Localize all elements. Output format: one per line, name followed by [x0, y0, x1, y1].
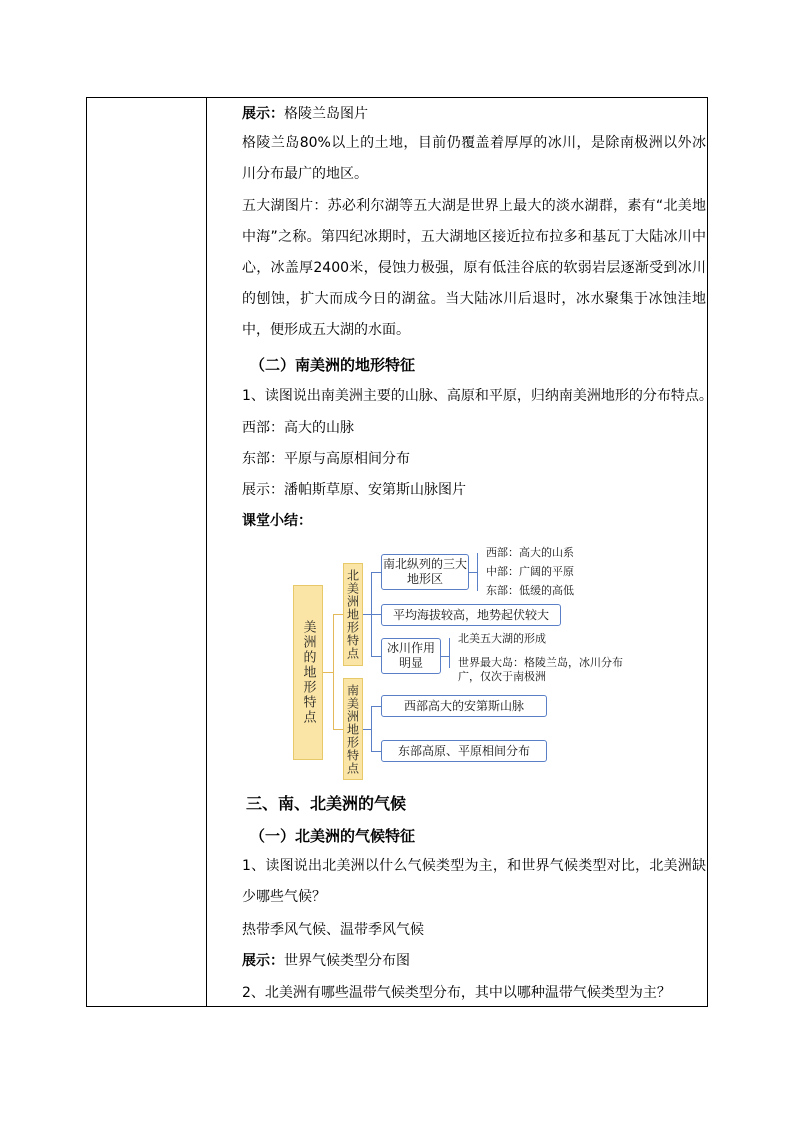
show-text: 世界气候类型分布图	[284, 953, 410, 969]
mm-connector	[333, 614, 343, 615]
mm-connector	[323, 672, 333, 673]
class-summary-label: 课堂小结：	[242, 513, 312, 529]
mindmap-north-three-regions: 南北纵列的三大地形区	[381, 554, 469, 590]
mindmap-middle-item: 中部：广阔的平原	[486, 565, 574, 578]
mindmap-north-america: 北美洲地形特点	[343, 563, 363, 666]
question-south-america: 1、读图说出南美洲主要的山脉、高原和平原，归纳南美洲地形的分布特点。	[242, 388, 713, 404]
mm-connector	[371, 706, 381, 707]
mindmap-east-item: 东部：低缓的高低	[486, 584, 574, 597]
great-lakes-paragraph: 五大湖图片：苏必利尔湖等五大湖是世界上最大的淡水湖群，素有“北美地中海”之称。第四纪冰期时，五大湖地区接近拉布拉多和基瓦丁大陆冰川中心，冰盖厚2400米，侵蚀力极强，原有低洼谷底的软弱岩层逐渐受到冰川的刨蚀，扩大而成今日的湖盆。当大陆冰川后退时，冰水聚集于冰蚀洼地中，便形成五大湖的水面。	[242, 198, 706, 338]
mm-connector	[371, 706, 372, 751]
mindmap-north-glacier: 冰川作用明显	[381, 638, 441, 674]
mindmap-south-andes: 西部高大的安第斯山脉	[381, 695, 547, 717]
mindmap-greenland-item: 世界最大岛：格陵兰岛，冰川分布广，仅次于南极洲	[458, 656, 623, 683]
mm-connector	[371, 751, 381, 752]
section-heading-climate: 三、南、北美洲的气候	[246, 794, 407, 813]
question-temperate-climate: 2、北美洲有哪些温带气候类型分布，其中以哪种温带气候类型为主？	[242, 985, 671, 1001]
mindmap-great-lakes-item: 北美五大湖的形成	[458, 632, 546, 645]
mm-connector	[469, 572, 477, 573]
show-pampas: 展示：潘帕斯草原、安第斯山脉图片	[242, 482, 466, 498]
question-north-america-climate: 1、读图说出北美洲以什么气候类型为主，和世界气候类型对比，北美洲缺少哪些气候？	[242, 858, 706, 905]
mm-connector	[333, 614, 334, 729]
mindmap-south-plateau: 东部高原、平原相间分布	[381, 740, 547, 762]
answer-missing-climates: 热带季风气候、温带季风气候	[242, 922, 424, 938]
mm-connector	[333, 729, 343, 730]
show-greenland-line	[242, 105, 368, 123]
mm-connector	[477, 553, 478, 591]
mindmap-south-america: 南美洲地形特点	[343, 678, 363, 780]
section-heading-north-america-climate: （一）北美洲的气候特征	[250, 827, 416, 845]
mm-connector	[371, 614, 381, 615]
greenland-paragraph: 格陵兰岛80%以上的土地，目前仍覆盖着厚厚的冰川，是除南极洲以外冰川分布最广的地区。	[242, 135, 706, 182]
show-text: 格陵兰岛图片	[284, 106, 368, 122]
mindmap-north-elevation: 平均海拔较高，地势起伏较大	[381, 604, 561, 626]
show-world-climate-line	[242, 952, 410, 970]
answer-west: 西部：高大的山脉	[242, 420, 354, 436]
mm-connector	[371, 572, 381, 573]
mm-connector	[371, 656, 381, 657]
mm-connector	[363, 729, 371, 730]
section-heading-south-america-terrain: （二）南美洲的地形特征	[250, 356, 416, 374]
mindmap-root: 美洲的地形特点	[293, 585, 323, 760]
mm-connector	[449, 638, 450, 668]
mm-connector	[441, 656, 449, 657]
answer-east: 东部：平原与高原相间分布	[242, 451, 410, 467]
mindmap-west-item: 西部：高大的山系	[486, 546, 574, 559]
show-label: 展示：	[242, 106, 284, 122]
show-label: 展示：	[242, 953, 284, 969]
mm-connector	[363, 614, 371, 615]
table-column-divider	[206, 97, 207, 1007]
